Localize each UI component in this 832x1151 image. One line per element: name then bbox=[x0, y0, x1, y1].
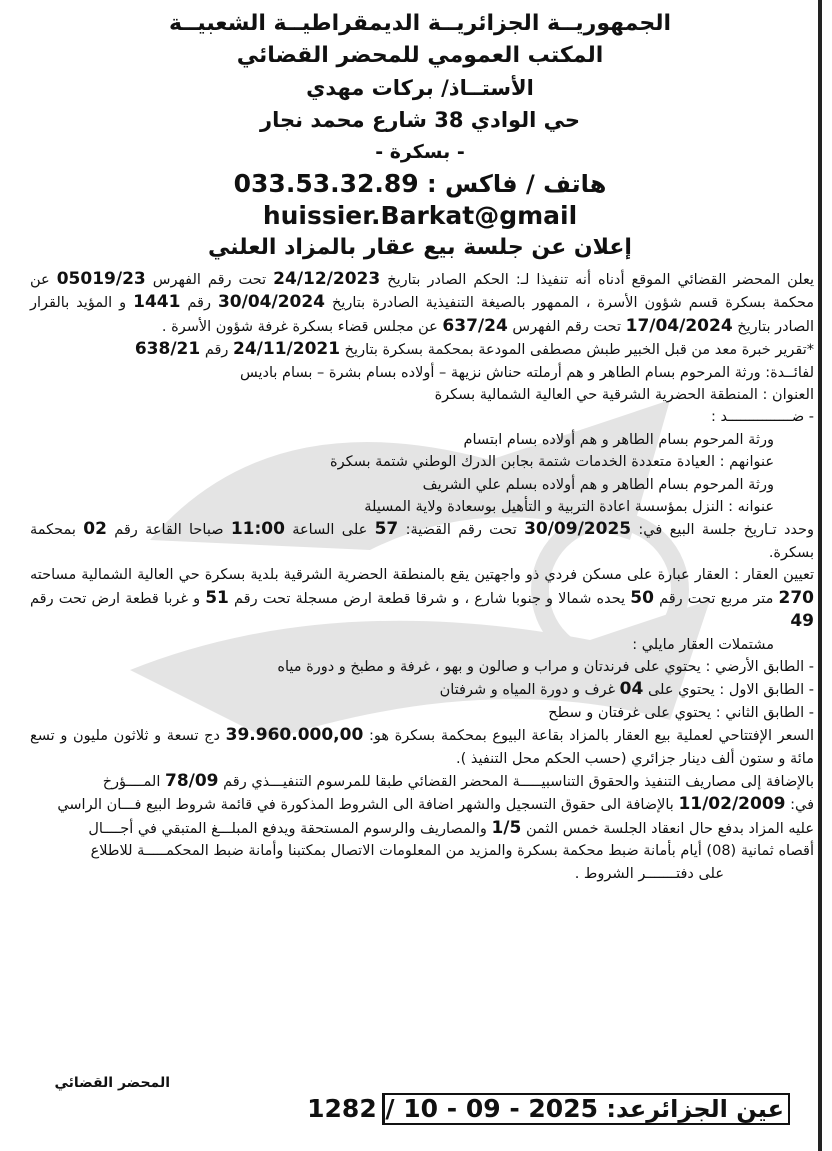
enforcement-date: 30/04/2024 bbox=[217, 292, 326, 313]
defendants-1: ورثة المرحوم بسام الطاهر و هم أولاده بسام ابتسام bbox=[463, 431, 774, 448]
text: تحت رقم الفهرس bbox=[512, 318, 621, 335]
email-address: huissier.Barkat@gmail bbox=[262, 201, 578, 230]
paragraph-deadline: أقصاه ثمانية (08) أيام بأمانة ضبط محكمة بسكرة والمزيد من المعلومات الاتصال بمكتبنا وأمانة ضبط المحكمـــــة للاطلاع bbox=[90, 843, 814, 860]
beneficiaries: لفائــدة: ورثة المرحوم بسام الطاهر و هم أرملته حناش نزيهة – أولاده بسام بشرة – بسام باديس bbox=[239, 364, 814, 381]
text: بالإضافة الى حقوق التسجيل والشهر اضافة الى الشروط المذكورة في قائمة شروط البيع فـــان الراسي bbox=[57, 797, 674, 814]
opening-price: 39.960.000,00 bbox=[225, 725, 364, 746]
phone-line bbox=[40, 168, 800, 200]
paragraph-conditions: على دفتـــــــر الشروط . bbox=[574, 865, 724, 882]
text: على الساعة bbox=[292, 522, 368, 539]
payment-fraction: 1/5 bbox=[491, 817, 522, 838]
text: رقم bbox=[204, 342, 229, 359]
text: و المؤيد بالقرار الصادر بتاريخ bbox=[30, 295, 814, 335]
expertise-date: 24/11/2021 bbox=[233, 339, 341, 360]
text: السعر الإفتتاحي لعملية بيع العقار بالمزاد بقاعة البيوع بمحكمة بسكرة هو: bbox=[368, 728, 815, 745]
decree-number: 78/09 bbox=[164, 770, 219, 791]
page-border bbox=[818, 0, 822, 1151]
text: عن مجلس قضاء بسكرة غرفة شؤون الأسرة . bbox=[161, 318, 438, 335]
text: متر مربع تحت رقم bbox=[659, 590, 774, 607]
text: *تقرير خبرة معد من قبل الخبير طبش مصطفى المودعة بمحكمة بسكرة بتاريخ bbox=[344, 342, 814, 359]
text: دج تسعة و ثلاثون مليون و تسع مائة و ستون ألف دينار جزائري (حسب الحكم محل التنفيذ ). bbox=[30, 728, 814, 767]
bailiff-name: الأستــاذ/ بركات مهدي bbox=[306, 76, 534, 100]
enforcement-number: 1441 bbox=[133, 292, 181, 313]
session-date: 30/09/2025 bbox=[524, 519, 632, 540]
text: عليه المزاد بدفع حال انعقاد الجلسة خمس الثمن bbox=[525, 820, 814, 837]
text: وحدد تـاريخ جلسة البيع في: bbox=[638, 522, 815, 539]
property-area: 270 bbox=[778, 587, 815, 608]
west-lot-number: 49 bbox=[790, 611, 814, 632]
judgment-index: 05019/23 bbox=[56, 269, 146, 289]
session-time: 11:00 bbox=[230, 519, 285, 540]
text: المــــؤرخ bbox=[102, 773, 161, 790]
defendants-2: ورثة المرحوم بسام الطاهر و هم أولاده بسلم علي الشريف bbox=[422, 476, 774, 493]
paragraph-decree-date bbox=[30, 793, 814, 816]
text: صباحا القاعة رقم bbox=[114, 522, 224, 539]
second-floor: - الطابق الثاني : يحتوي على غرفتان و سطح bbox=[548, 704, 814, 721]
phone-label: هاتف / فاكس : bbox=[427, 170, 607, 198]
letterhead bbox=[40, 8, 800, 264]
text: تعيين العقار : العقار عبارة على مسكن فردي ذو واجهتين يقع بالمنطقة الحضرية الشرقية بلدية بسكرة حي العالية الشمالية مساحته bbox=[30, 567, 814, 584]
beneficiaries-address: العنوان : المنطقة الحضرية الشرقية حي العالية الشمالية بسكرة bbox=[434, 387, 814, 404]
notice-title: إعلان عن جلسة بيع عقار بالمزاد العلني bbox=[208, 235, 632, 260]
text: تحت رقم الفهرس bbox=[152, 272, 267, 288]
text: عن محكمة بسكرة قسم شؤون الأسرة ، الممهور بالصيغة التنفيذية الصادرة بتاريخ bbox=[30, 272, 815, 312]
rooms-count: 04 bbox=[619, 679, 644, 700]
paragraph-fees bbox=[30, 770, 814, 793]
text: يعلن المحضر القضائي الموقع أدناه أنه تنفيذا لـ: الحكم الصادر بتاريخ bbox=[387, 272, 815, 288]
room-number: 02 bbox=[83, 519, 107, 540]
paragraph-payment bbox=[30, 817, 814, 840]
decision-date: 17/04/2024 bbox=[625, 315, 733, 336]
office-address: حي الوادي 38 شارع محمد نجار bbox=[260, 108, 580, 132]
text: - الطابق الاول : يحتوي على bbox=[647, 682, 814, 699]
paragraph-judgment bbox=[30, 268, 814, 338]
text: رقم bbox=[187, 295, 211, 312]
paragraph-expertise bbox=[30, 338, 814, 361]
text: و غربا قطعة ارض تحت رقم bbox=[30, 590, 201, 607]
text: غرف و دورة المياه و شرفتان bbox=[439, 682, 616, 699]
paragraph-price bbox=[30, 724, 814, 770]
against-label: - ضـــــــــــــــد : bbox=[711, 409, 814, 426]
text: يحده شمالا و جنوبا شارع ، و شرقا قطعة ارض مسجلة تحت رقم bbox=[234, 590, 626, 607]
property-contents-heading: مشتملات العقار مايلي : bbox=[632, 636, 774, 653]
paragraph-property bbox=[30, 564, 814, 633]
defendants-2-address: عنوانه : النزل بمؤسسة اعادة التربية و التأهيل بوسعادة ولاية المسيلة bbox=[364, 499, 774, 516]
stamp-value: 1282 / 10 - 09 - 2025 bbox=[307, 1094, 598, 1123]
text: في: bbox=[790, 797, 814, 814]
east-lot-number: 51 bbox=[205, 587, 229, 608]
decree-date: 11/02/2009 bbox=[678, 794, 786, 815]
text: تحت رقم القضية: bbox=[405, 522, 517, 539]
lot-number: 50 bbox=[630, 587, 654, 608]
ground-floor: - الطابق الأرضي : يحتوي على فرندتان و مراب و صالون و بهو ، غرفة و مطبخ و دورة مياه bbox=[277, 658, 814, 675]
office-heading: المكتب العمومي للمحضر القضائي bbox=[236, 43, 604, 68]
defendants-1-address: عنوانهم : العيادة متعددة الخدمات شتمة بجابن الدرك الوطني شتمة بسكرة bbox=[329, 454, 774, 471]
expertise-number: 638/21 bbox=[134, 339, 201, 360]
stamp-label: عين الجزائرعد: bbox=[606, 1095, 784, 1123]
republic-heading: الجمهوريــة الجزائريــة الديمقراطيــة الشعبيــة bbox=[168, 11, 672, 36]
bailiff-signature: المحضر القضائي bbox=[54, 1075, 170, 1091]
notice-body bbox=[30, 268, 814, 885]
first-floor bbox=[30, 678, 814, 701]
publication-stamp bbox=[307, 1093, 790, 1125]
text: بالإضافة إلى مصاريف التنفيذ والحقوق التناسبيـــــة المحضر القضائي طبقا للمرسوم التنفيـــذي رقم bbox=[223, 773, 814, 790]
case-number: 57 bbox=[374, 519, 399, 540]
phone-number: 033.53.32.89 bbox=[233, 169, 419, 198]
office-city: - بسكرة - bbox=[375, 141, 465, 163]
judgment-date: 24/12/2023 bbox=[273, 269, 381, 289]
paragraph-session bbox=[30, 518, 814, 564]
text: والمصاريف والرسوم المستحقة ويدفع المبلـــغ المتبقي في أجــــال bbox=[88, 820, 487, 837]
text: بمحكمة بسكرة. bbox=[30, 522, 814, 561]
decision-index: 637/24 bbox=[442, 315, 508, 336]
